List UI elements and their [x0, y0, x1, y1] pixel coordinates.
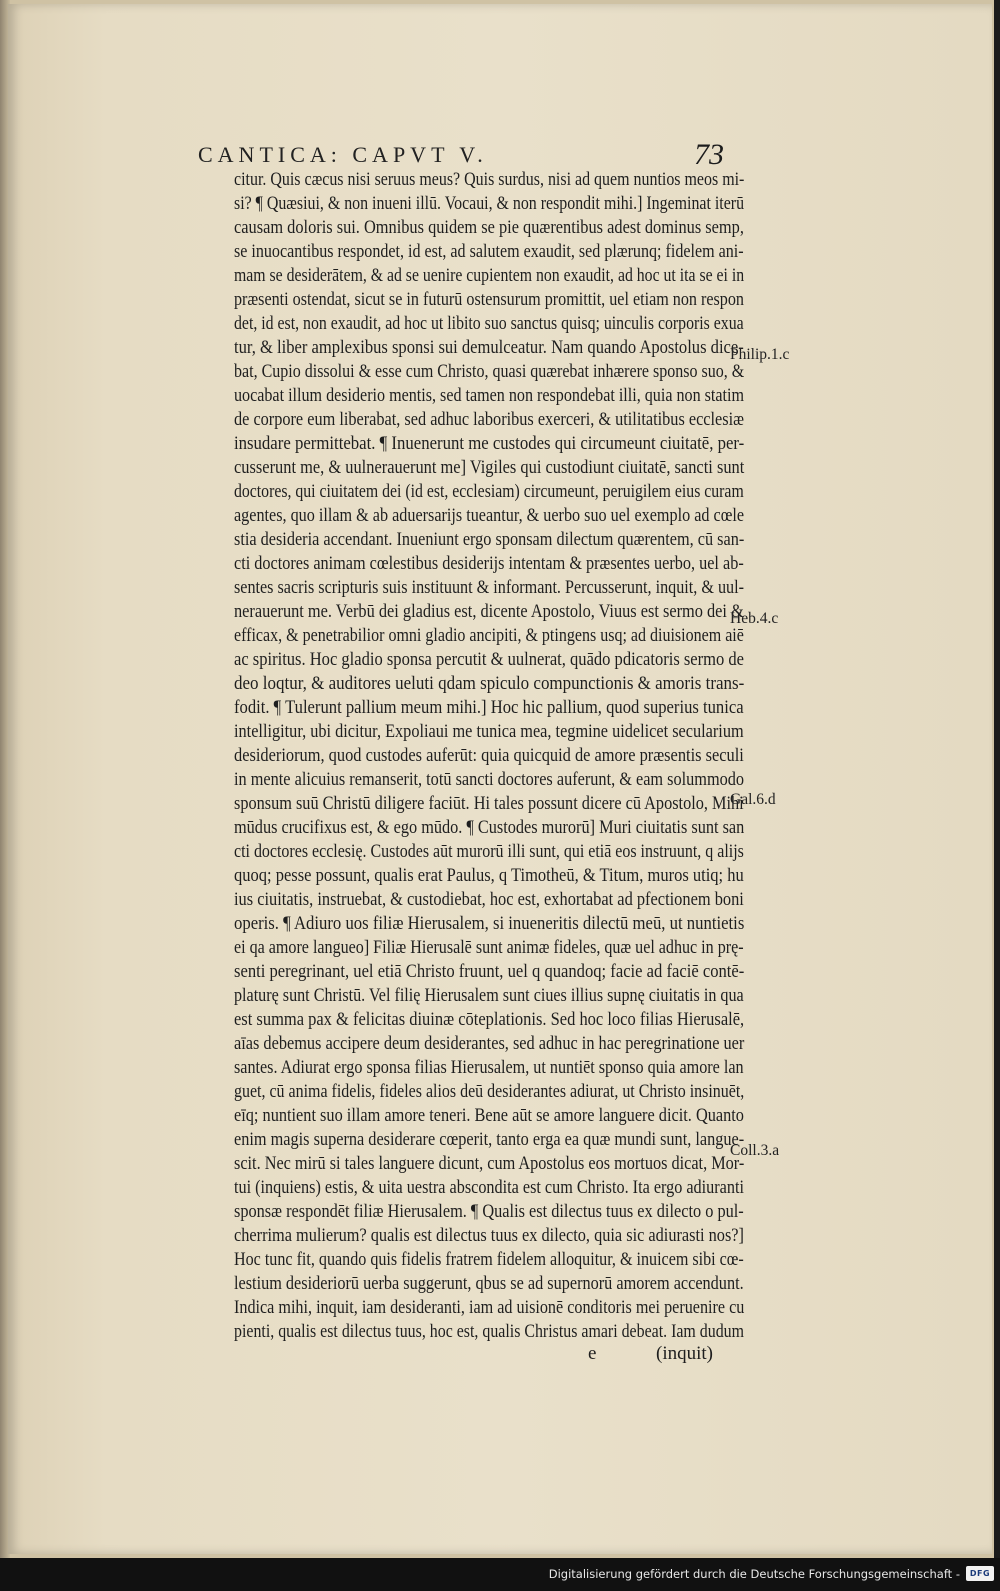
- text-line: santes. Adiurat ergo sponsa filias Hierusalem, ut nuntiēt sponso quia amore lan: [234, 1057, 744, 1078]
- text-line: si? ¶ Quæsiui, & non inueni illū. Vocaui, & non respondit mihi.] Ingeminat iterū: [234, 193, 745, 214]
- text-line: uocabat illum desiderio mentis, sed tamen non respondebat illi, quia non statim: [234, 385, 745, 406]
- funding-credit: Digitalisierung gefördert durch die Deutsche Forschungsgemeinschaft -: [548, 1567, 960, 1581]
- text-line: deo loqtur, & auditores ueluti qdam spiculo compunctionis & amoris trans-: [234, 673, 745, 694]
- margin-note-galatians: Gal.6.d: [730, 791, 776, 808]
- text-line: bat, Cupio dissolui & esse cum Christo, quasi quærebat inhærere sponso suo, &: [234, 361, 745, 382]
- margin-note-philippians: Philip.1.c: [730, 346, 790, 363]
- text-line: cti doctores animam cœlestibus desiderijs intentam & præsentes uerbo, uel ab-: [234, 553, 744, 574]
- text-line: det, id est, non exaudit, ad hoc ut libito suo sanctus quisq; uinculis corporis exua: [234, 313, 744, 334]
- text-line: platurę sunt Christū. Vel filię Hierusalem sunt ciues illius supnę ciuitatis in qua: [234, 985, 744, 1006]
- dfg-logo-icon: DFG: [966, 1566, 994, 1581]
- text-line: citur. Quis cæcus nisi seruus meus? Quis surdus, nisi ad quem nuntios meos mi-: [234, 169, 745, 190]
- text-line: mūdus crucifixus est, & ego mūdo. ¶ Custodes murorū] Muri ciuitatis sunt san: [234, 817, 745, 838]
- text-line: sentes sacris scripturis suis instituunt & informant. Percusserunt, inquit, & uul-: [234, 577, 744, 598]
- running-head-title: CANTICA: CAPVT V.: [198, 142, 488, 167]
- text-line: sponsum suū Christū diligere faciūt. Hi tales possunt dicere cū Apostolo, Mihi: [234, 793, 744, 814]
- text-line: cti doctores ecclesię. Custodes aūt murorū illi sunt, qui etiā eos instruunt, q alijs: [234, 841, 744, 862]
- text-line: doctores, qui ciuitatem dei (id est, ecclesiam) circumeunt, peruigilem eius curam: [234, 481, 744, 502]
- margin-note-colossians: Coll.3.a: [730, 1142, 780, 1159]
- margin-note-hebrews: Heb.4.c: [730, 610, 779, 627]
- text-line: sponsæ respondēt filiæ Hierusalem. ¶ Qualis est dilectus tuus ex dilecto o pul-: [234, 1201, 744, 1222]
- text-line: scit. Nec mirū si tales languere dicunt, cum Apostolus eos mortuos dicat, Mor-: [234, 1153, 745, 1174]
- text-line: causam doloris sui. Omnibus quidem se pie quærentibus adest dominus semp,: [234, 217, 744, 238]
- text-line: insudare permittebat. ¶ Inuenerunt me custodes qui circumeunt ciuitatē, per-: [234, 433, 745, 454]
- text-line: in mente alicuius remanserit, totū sancti doctores auferunt, & eam solummodo: [234, 769, 745, 790]
- text-line: efficax, & penetrabilior omni gladio ancipiti, & ptingens usq; ad diuisionem aiē: [234, 625, 744, 646]
- text-line: operis. ¶ Adiuro uos filiæ Hierusalem, si inueneritis dilectū meū, ut nuntietis: [234, 913, 745, 934]
- text-line: Indica mihi, inquit, iam desideranti, iam ad uisionē conditoris mei peruenire cu: [234, 1297, 745, 1318]
- book-page: [8, 4, 992, 1554]
- text-line: intelligitur, ubi dicitur, Expoliaui me tunica mea, tegmine uidelicet secularium: [234, 721, 744, 742]
- body-text: [234, 168, 744, 1344]
- text-line: cherrima mulierum? qualis est dilectus tuus ex dilecto, quia sic adiurasti nos?]: [234, 1225, 744, 1246]
- text-line: aīas debemus accipere deum desiderantes, sed adhuc in hac peregrinatione uer: [234, 1033, 745, 1054]
- text-line: eīq; nuntient suo illam amore teneri. Bene aūt se amore languere dicit. Quanto: [234, 1105, 744, 1126]
- text-line: lestium desideriorū uerba suggerunt, qbus se ad supernorū amorem accendunt.: [234, 1273, 744, 1294]
- text-line: enim magis superna desiderare cœperit, tanto erga ea quæ mundi sunt, langue-: [234, 1129, 745, 1150]
- text-line: mam se desiderātem, & ad se uenire cupientem non exaudit, ad hoc ut ita se ei in: [234, 265, 745, 286]
- text-line: ei qa amore langueo] Filiæ Hierusalē sunt animæ fideles, quæ uel adhuc in prę-: [234, 937, 744, 958]
- text-line: est summa pax & felicitas diuinæ cōteplationis. Sed hoc loco filias Hierusalē,: [234, 1009, 745, 1030]
- text-line: fodit. ¶ Tulerunt pallium meum mihi.] Hoc hic pallium, quod superius tunica: [234, 697, 744, 718]
- text-line: Hoc tunc fit, quando quis fidelis fratrem fidelem alloquitur, & inuicem sibi cœ-: [234, 1249, 744, 1270]
- text-line: guet, cū anima fidelis, fideles alios deū desiderantes adiurat, ut Christo insinuēt,: [234, 1081, 745, 1102]
- catchword: (inquit): [656, 1343, 713, 1364]
- text-line: quoq; pesse possunt, qualis erat Paulus, q Timotheū, & Titum, muros utiq; hu: [234, 865, 744, 886]
- text-line: agentes, quo illam & ab aduersarijs tueantur, & uerbo suo uel exemplo ad cœle: [234, 505, 745, 526]
- signature-mark: e: [588, 1343, 597, 1364]
- text-line: senti peregrinant, uel etiā Christo fruunt, uel q quandoq; facie ad faciē contē-: [234, 961, 745, 982]
- text-line: nerauerunt me. Verbū dei gladius est, dicente Apostolo, Viuus est sermo dei &: [234, 601, 744, 622]
- text-line: se inuocantibus respondet, id est, ad salutem exaudit, sed plærunq; fidelem ani-: [234, 241, 744, 262]
- text-line: ac spiritus. Hoc gladio sponsa percutit & uulnerat, quādo pdicatoris sermo de: [234, 649, 745, 670]
- text-line: pienti, qualis est dilectus tuus, hoc est, qualis Christus amari debeat. Iam dudum: [234, 1321, 744, 1342]
- text-line: stia desideria accendant. Inueniunt ergo sponsam dilectum quærentem, cū san-: [234, 529, 745, 550]
- text-line: cusserunt me, & uulnerauerunt me] Vigiles qui custodiunt ciuitatē, sancti sunt: [234, 457, 745, 478]
- text-line: ius ciuitatis, instruebat, & custodiebat, hoc est, exhortabat ad pfectionem boni: [234, 889, 744, 910]
- text-line: de corpore eum liberabat, sed adhuc laboribus exerceri, & utilitatibus ecclesiæ: [234, 409, 745, 430]
- digitization-footer: [0, 1558, 1000, 1591]
- text-line: tur, & liber amplexibus sponsi sui demulceatur. Nam quando Apostolus dice-: [234, 337, 744, 358]
- text-line: præsenti ostendat, sicut se in futurū ostensurum promittit, uel etiam non respon: [234, 289, 744, 310]
- folio-number: 73: [694, 138, 724, 171]
- text-line: tui (inquiens) estis, & uita uestra abscondita est cum Christo. Ita ergo adiuranti: [234, 1177, 744, 1198]
- text-line: desideriorum, quod custodes auferūt: quia quicquid de amore præsentis seculi: [234, 745, 744, 766]
